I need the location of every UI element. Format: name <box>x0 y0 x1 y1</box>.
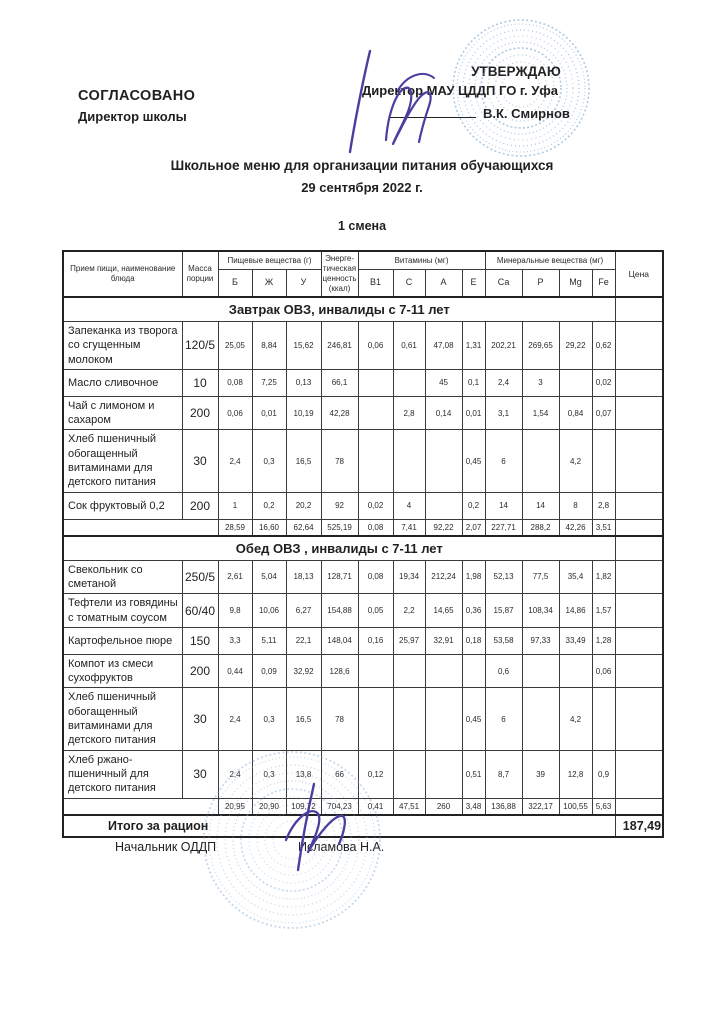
dish-name-cell: Картофельное пюре <box>63 627 182 654</box>
totals-value-cell: 47,51 <box>393 798 425 815</box>
value-cell: 9,8 <box>218 594 252 628</box>
value-cell: 2,8 <box>393 396 425 430</box>
value-cell <box>522 654 559 688</box>
value-cell <box>425 430 462 492</box>
value-cell: 0,08 <box>218 369 252 396</box>
value-cell: 0,02 <box>592 369 615 396</box>
section-title: Обед ОВЗ , инвалиды с 7-11 лет <box>63 536 615 561</box>
dish-name-cell: Тефтели из говядины с томатным соусом <box>63 594 182 628</box>
dish-name-cell: Свекольник со сметаной <box>63 560 182 594</box>
value-cell: 6 <box>485 430 522 492</box>
value-cell: 148,04 <box>321 627 358 654</box>
totals-spacer <box>63 519 218 536</box>
grand-total-price: 187,49 <box>615 815 663 837</box>
value-cell: 14 <box>522 492 559 519</box>
totals-value-cell: 20,90 <box>252 798 286 815</box>
mass-cell: 250/5 <box>182 560 218 594</box>
totals-value-cell: 42,26 <box>559 519 592 536</box>
totals-value-cell: 3,51 <box>592 519 615 536</box>
table-row <box>63 322 663 370</box>
value-cell: 25,05 <box>218 322 252 370</box>
value-cell: 14 <box>485 492 522 519</box>
totals-value-cell: 288,2 <box>522 519 559 536</box>
totals-value-cell: 704,23 <box>321 798 358 815</box>
totals-value-cell: 62,64 <box>286 519 321 536</box>
th-e: Е <box>462 270 485 298</box>
value-cell: 4 <box>393 492 425 519</box>
section-header-row <box>63 536 663 561</box>
value-cell: 2,2 <box>393 594 425 628</box>
price-cell <box>615 430 663 492</box>
dish-name-cell: Сок фруктовый 0,2 <box>63 492 182 519</box>
price-cell <box>615 519 663 536</box>
value-cell: 42,28 <box>321 396 358 430</box>
value-cell: 1,54 <box>522 396 559 430</box>
th-nutrients-group: Пищевые вещества (г) <box>218 251 321 270</box>
totals-value-cell: 136,88 <box>485 798 522 815</box>
dish-name-cell: Масло сливочное <box>63 369 182 396</box>
approved-title: УТВЕРЖДАЮ <box>471 64 561 79</box>
value-cell: 53,58 <box>485 627 522 654</box>
value-cell <box>358 688 393 750</box>
dish-name-cell: Хлеб ржано-пшеничный для детского питания <box>63 750 182 798</box>
price-cell <box>615 297 663 322</box>
value-cell: 0,45 <box>462 688 485 750</box>
value-cell: 0,01 <box>462 396 485 430</box>
value-cell: 0,06 <box>358 322 393 370</box>
value-cell: 19,34 <box>393 560 425 594</box>
value-cell: 1,98 <box>462 560 485 594</box>
section-totals-row <box>63 519 663 536</box>
value-cell: 1,82 <box>592 560 615 594</box>
approved-signer-line <box>362 106 630 121</box>
mass-cell: 30 <box>182 750 218 798</box>
value-cell: 108,34 <box>522 594 559 628</box>
value-cell: 2,4 <box>218 430 252 492</box>
value-cell <box>462 654 485 688</box>
value-cell: 25,97 <box>393 627 425 654</box>
price-cell <box>615 594 663 628</box>
table-row <box>63 654 663 688</box>
value-cell: 5,04 <box>252 560 286 594</box>
value-cell: 2,4 <box>218 688 252 750</box>
value-cell: 16,5 <box>286 688 321 750</box>
value-cell <box>425 750 462 798</box>
value-cell <box>393 369 425 396</box>
th-b1: В1 <box>358 270 393 298</box>
value-cell <box>358 369 393 396</box>
value-cell: 0,05 <box>358 594 393 628</box>
value-cell: 66,1 <box>321 369 358 396</box>
value-cell <box>393 750 425 798</box>
signoff-name: Исламова Н.А. <box>298 840 385 854</box>
value-cell: 12,8 <box>559 750 592 798</box>
approved-role: Директор МАУ ЦДДП ГО г. Уфа <box>362 83 558 98</box>
value-cell: 2,8 <box>592 492 615 519</box>
value-cell: 29,22 <box>559 322 592 370</box>
value-cell: 0,2 <box>252 492 286 519</box>
value-cell: 5,11 <box>252 627 286 654</box>
value-cell: 0,3 <box>252 688 286 750</box>
value-cell: 6,27 <box>286 594 321 628</box>
value-cell: 39 <box>522 750 559 798</box>
value-cell <box>358 654 393 688</box>
value-cell <box>425 688 462 750</box>
value-cell: 15,62 <box>286 322 321 370</box>
value-cell: 1,31 <box>462 322 485 370</box>
value-cell: 0,51 <box>462 750 485 798</box>
menu-date: 29 сентября 2022 г. <box>301 180 423 195</box>
approved-block <box>362 64 630 121</box>
value-cell <box>592 430 615 492</box>
th-price: Цена <box>615 251 663 297</box>
value-cell: 0,02 <box>358 492 393 519</box>
menu-table <box>62 250 664 838</box>
th-fe: Fe <box>592 270 615 298</box>
value-cell: 0,44 <box>218 654 252 688</box>
value-cell: 0,45 <box>462 430 485 492</box>
value-cell: 0,3 <box>252 750 286 798</box>
totals-value-cell: 109,72 <box>286 798 321 815</box>
approved-signer-name: В.К. Смирнов <box>483 106 570 121</box>
price-cell <box>615 369 663 396</box>
value-cell: 0,2 <box>462 492 485 519</box>
value-cell <box>393 430 425 492</box>
agreed-block <box>78 88 195 124</box>
price-cell <box>615 798 663 815</box>
value-cell <box>358 430 393 492</box>
value-cell: 78 <box>321 688 358 750</box>
signature-line <box>390 107 476 118</box>
value-cell: 14,86 <box>559 594 592 628</box>
value-cell: 2,4 <box>218 750 252 798</box>
totals-value-cell: 525,19 <box>321 519 358 536</box>
value-cell: 66 <box>321 750 358 798</box>
dish-name-cell: Чай с лимоном и сахаром <box>63 396 182 430</box>
value-cell: 0,62 <box>592 322 615 370</box>
value-cell: 16,5 <box>286 430 321 492</box>
section-header-row <box>63 297 663 322</box>
value-cell: 6 <box>485 688 522 750</box>
menu-table-body <box>63 297 663 837</box>
totals-value-cell: 0,08 <box>358 519 393 536</box>
value-cell <box>393 688 425 750</box>
value-cell: 0,08 <box>358 560 393 594</box>
value-cell: 10,06 <box>252 594 286 628</box>
table-row <box>63 627 663 654</box>
price-cell <box>615 536 663 561</box>
table-row <box>63 396 663 430</box>
th-meal: Прием пищи, наименование блюда <box>63 251 182 297</box>
mass-cell: 30 <box>182 430 218 492</box>
totals-value-cell: 0,41 <box>358 798 393 815</box>
th-mg: Mg <box>559 270 592 298</box>
mass-cell: 10 <box>182 369 218 396</box>
value-cell: 33,49 <box>559 627 592 654</box>
value-cell <box>522 430 559 492</box>
value-cell: 47,08 <box>425 322 462 370</box>
value-cell <box>358 396 393 430</box>
value-cell: 13,8 <box>286 750 321 798</box>
mass-cell: 60/40 <box>182 594 218 628</box>
value-cell: 1 <box>218 492 252 519</box>
value-cell: 0,9 <box>592 750 615 798</box>
value-cell <box>425 492 462 519</box>
value-cell <box>559 369 592 396</box>
price-cell <box>615 322 663 370</box>
value-cell: 269,65 <box>522 322 559 370</box>
value-cell: 4,2 <box>559 688 592 750</box>
price-cell <box>615 654 663 688</box>
totals-value-cell: 322,17 <box>522 798 559 815</box>
value-cell: 0,13 <box>286 369 321 396</box>
value-cell: 128,6 <box>321 654 358 688</box>
value-cell: 0,01 <box>252 396 286 430</box>
th-energy: Энерге-тическая ценность (ккал) <box>321 251 358 297</box>
value-cell: 0,18 <box>462 627 485 654</box>
value-cell: 1,57 <box>592 594 615 628</box>
totals-value-cell: 3,48 <box>462 798 485 815</box>
mass-cell: 150 <box>182 627 218 654</box>
agreed-role: Директор школы <box>78 109 187 124</box>
value-cell: 10,19 <box>286 396 321 430</box>
value-cell: 0,12 <box>358 750 393 798</box>
value-cell: 20,2 <box>286 492 321 519</box>
value-cell: 35,4 <box>559 560 592 594</box>
value-cell: 8,7 <box>485 750 522 798</box>
value-cell: 246,81 <box>321 322 358 370</box>
value-cell: 8,84 <box>252 322 286 370</box>
value-cell <box>559 654 592 688</box>
value-cell: 7,25 <box>252 369 286 396</box>
price-cell <box>615 560 663 594</box>
value-cell: 3,3 <box>218 627 252 654</box>
value-cell: 0,06 <box>592 654 615 688</box>
totals-value-cell: 227,71 <box>485 519 522 536</box>
table-row <box>63 492 663 519</box>
th-c: С <box>393 270 425 298</box>
value-cell: 128,71 <box>321 560 358 594</box>
totals-value-cell: 20,95 <box>218 798 252 815</box>
value-cell: 52,13 <box>485 560 522 594</box>
agreed-title: СОГЛАСОВАНО <box>78 88 196 104</box>
value-cell: 0,06 <box>218 396 252 430</box>
value-cell: 0,84 <box>559 396 592 430</box>
menu-table-head <box>63 251 663 297</box>
mass-cell: 200 <box>182 396 218 430</box>
totals-value-cell: 16,60 <box>252 519 286 536</box>
value-cell: 32,91 <box>425 627 462 654</box>
totals-spacer <box>63 798 218 815</box>
value-cell: 0,61 <box>393 322 425 370</box>
price-cell <box>615 627 663 654</box>
value-cell: 8 <box>559 492 592 519</box>
value-cell: 0,36 <box>462 594 485 628</box>
value-cell: 0,07 <box>592 396 615 430</box>
value-cell: 78 <box>321 430 358 492</box>
value-cell: 0,6 <box>485 654 522 688</box>
value-cell: 0,16 <box>358 627 393 654</box>
dish-name-cell: Хлеб пшеничный обогащенный витаминами для детского питания <box>63 688 182 750</box>
th-p: Р <box>522 270 559 298</box>
dish-name-cell: Запеканка из творога со сгущенным молоком <box>63 322 182 370</box>
value-cell: 212,24 <box>425 560 462 594</box>
price-cell <box>615 688 663 750</box>
title-block <box>0 158 724 233</box>
mass-cell: 200 <box>182 492 218 519</box>
th-ca: Са <box>485 270 522 298</box>
totals-value-cell: 92,22 <box>425 519 462 536</box>
value-cell: 3,1 <box>485 396 522 430</box>
mass-cell: 30 <box>182 688 218 750</box>
th-protein: Б <box>218 270 252 298</box>
th-a: А <box>425 270 462 298</box>
value-cell: 32,92 <box>286 654 321 688</box>
totals-value-cell: 100,55 <box>559 798 592 815</box>
signoff-position: Начальник ОДДП <box>115 840 217 854</box>
menu-title: Школьное меню для организации питания обучающихся <box>170 158 554 173</box>
mass-cell: 200 <box>182 654 218 688</box>
value-cell: 77,5 <box>522 560 559 594</box>
value-cell <box>592 688 615 750</box>
totals-value-cell: 7,41 <box>393 519 425 536</box>
th-minerals-group: Минеральные вещества (мг) <box>485 251 615 270</box>
menu-shift: 1 смена <box>337 219 387 233</box>
table-row <box>63 594 663 628</box>
table-row <box>63 369 663 396</box>
value-cell: 15,87 <box>485 594 522 628</box>
price-cell <box>615 750 663 798</box>
totals-value-cell: 28,59 <box>218 519 252 536</box>
value-cell: 18,13 <box>286 560 321 594</box>
value-cell: 0,14 <box>425 396 462 430</box>
totals-value-cell: 5,63 <box>592 798 615 815</box>
value-cell <box>393 654 425 688</box>
value-cell: 0,3 <box>252 430 286 492</box>
th-fat: Ж <box>252 270 286 298</box>
value-cell: 1,28 <box>592 627 615 654</box>
th-mass: Масса порции <box>182 251 218 297</box>
value-cell: 92 <box>321 492 358 519</box>
section-title: Завтрак ОВЗ, инвалиды с 7-11 лет <box>63 297 615 322</box>
value-cell: 4,2 <box>559 430 592 492</box>
value-cell: 97,33 <box>522 627 559 654</box>
table-row <box>63 688 663 750</box>
value-cell: 45 <box>425 369 462 396</box>
totals-value-cell: 2,07 <box>462 519 485 536</box>
dish-name-cell: Хлеб пшеничный обогащенный витаминами для детского питания <box>63 430 182 492</box>
value-cell: 22,1 <box>286 627 321 654</box>
value-cell: 2,61 <box>218 560 252 594</box>
section-totals-row <box>63 798 663 815</box>
value-cell: 0,1 <box>462 369 485 396</box>
value-cell: 154,88 <box>321 594 358 628</box>
value-cell <box>522 688 559 750</box>
value-cell: 14,65 <box>425 594 462 628</box>
table-row <box>63 750 663 798</box>
th-carbs: У <box>286 270 321 298</box>
value-cell: 2,4 <box>485 369 522 396</box>
grand-total-label: Итого за рацион <box>63 815 615 837</box>
dish-name-cell: Компот из смеси сухофруктов <box>63 654 182 688</box>
table-row <box>63 430 663 492</box>
th-vitamins-group: Витамины (мг) <box>358 251 485 270</box>
totals-value-cell: 260 <box>425 798 462 815</box>
price-cell <box>615 492 663 519</box>
value-cell: 3 <box>522 369 559 396</box>
value-cell: 0,09 <box>252 654 286 688</box>
price-cell <box>615 396 663 430</box>
table-row <box>63 560 663 594</box>
value-cell: 202,21 <box>485 322 522 370</box>
mass-cell: 120/5 <box>182 322 218 370</box>
grand-total-row <box>63 815 663 837</box>
value-cell <box>425 654 462 688</box>
